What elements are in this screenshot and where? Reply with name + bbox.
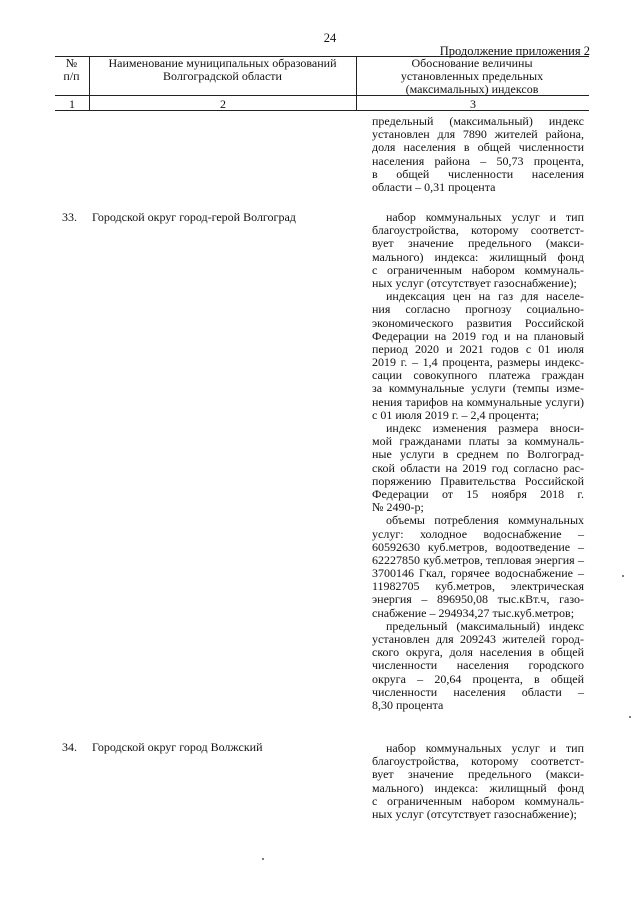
- basis-line: за коммунальные услуги (темпы изме-: [372, 381, 584, 396]
- basis-line: установлен для 209243 жителей город-: [372, 632, 584, 646]
- basis-line: 60592630 куб.метров, водоотведение –: [372, 539, 584, 554]
- basis-line: энергия – 896950,08 тыс.кВт.ч, газо-: [372, 592, 584, 607]
- basis-line: в общей численности населения: [372, 166, 584, 181]
- header-basis-line: Обоснование величины: [411, 56, 533, 70]
- basis-line: 3700146 Гкал, горячее водоснабжение –: [372, 566, 584, 581]
- header-name-line: Волгоградской области: [163, 69, 282, 83]
- basis-line: сации совокупного платежа граждан: [372, 368, 584, 383]
- basis-line: индекс изменения размера вноси-: [386, 421, 584, 435]
- basis-line: набор коммунальных услуг и тип: [386, 741, 584, 755]
- basis-line: с ограниченным набором коммуналь-: [372, 793, 584, 808]
- basis-line: ния согласно прогнозу социально-: [372, 302, 584, 317]
- header-number-column: [55, 57, 88, 83]
- row-name-volzhsky: Городской округ город Волжский: [92, 740, 263, 754]
- page-number: 24: [323, 31, 337, 45]
- basis-line: поряжению Правительства Российской: [372, 473, 584, 488]
- row-basis-continued: [372, 115, 584, 194]
- header-basis-column: [357, 57, 587, 96]
- continuation-caption: Продолжение приложения 2: [439, 44, 590, 58]
- basis-line: набор коммунальных услуг и тип: [386, 210, 584, 224]
- basis-line: предельный (максимальный) индекс: [372, 114, 584, 128]
- row-name-volgograd: Городской округ город-герой Волгоград: [92, 210, 296, 224]
- basis-line: округа – 20,64 процента, в общей: [372, 671, 584, 686]
- column-number-3: 3: [470, 97, 476, 111]
- header-name-line: Наименование муниципальных образований: [108, 56, 337, 70]
- basis-line: благоустройства, которому соответст-: [372, 754, 584, 769]
- basis-line: № 2490-р;: [372, 500, 424, 515]
- basis-line: период 2020 и 2021 годов с 01 июля: [372, 341, 584, 356]
- basis-line: с 01 июля 2019 г. – 2,4 процента;: [372, 407, 540, 422]
- basis-line: ных услуг (отсутствует газоснабжение);: [372, 806, 577, 821]
- scan-speck: [622, 575, 624, 577]
- basis-line: 62227850 куб.метров, тепловая энергия –: [372, 552, 584, 567]
- basis-line: снабжение – 294934,27 тыс.куб.метров;: [372, 605, 575, 620]
- column-number-1: 1: [69, 97, 75, 111]
- basis-line: ского округа, доля населения в общей: [372, 645, 584, 660]
- basis-line: экономического развития Российской: [372, 315, 584, 330]
- basis-line: вует значение предельного (макси-: [372, 236, 584, 251]
- basis-line: численности населения городского: [372, 658, 584, 673]
- basis-line: мального) индекса: жилищный фонд: [372, 249, 584, 264]
- basis-line: услуг: холодное водоснабжение –: [372, 526, 584, 541]
- header-number-line: п/п: [63, 69, 80, 83]
- basis-line: населения района – 50,73 процента,: [372, 153, 584, 168]
- basis-line: объемы потребления коммунальных: [386, 513, 584, 528]
- row-number-34: 34.: [62, 740, 77, 754]
- basis-line: предельный (максимальный) индекс: [386, 618, 584, 633]
- column-number-2: 2: [220, 97, 226, 111]
- scan-speck: [262, 858, 264, 860]
- basis-line: Федерации от 15 ноября 2018 г.: [372, 486, 584, 501]
- basis-line: нения тарифов на коммунальные услуги): [372, 394, 584, 409]
- basis-line: ные услуги в среднем по Волгоград-: [372, 447, 584, 462]
- basis-line: благоустройства, которому соответст-: [372, 223, 584, 238]
- basis-line: доля населения в общей численности: [372, 140, 584, 155]
- basis-line: Федерации на 2019 год и на плановый: [372, 328, 584, 343]
- basis-line: с ограниченным набором коммуналь-: [372, 262, 584, 277]
- basis-line: вует значение предельного (макси-: [372, 767, 584, 782]
- basis-line: численности населения области –: [372, 684, 584, 699]
- basis-line: установлен для 7890 жителей района,: [372, 127, 584, 142]
- basis-line: 11982705 куб.метров, электрическая: [372, 579, 584, 594]
- header-name-column: [90, 57, 355, 83]
- basis-line: индексация цен на газ для населе-: [386, 289, 584, 304]
- header-basis-line: установленных предельных: [400, 69, 544, 83]
- basis-line: мой гражданами платы за коммуналь-: [372, 434, 584, 449]
- row-basis-volzhsky: [372, 742, 584, 821]
- basis-line: области – 0,31 процента: [372, 179, 496, 194]
- basis-line: ных услуг (отсутствует газоснабжение);: [372, 275, 577, 290]
- header-basis-line: (максимальных) индексов: [405, 82, 539, 96]
- row-basis-volgograd: [372, 211, 584, 712]
- scan-speck: [629, 716, 631, 718]
- row-number-33: 33.: [62, 210, 77, 224]
- basis-line: 8,30 процента: [372, 697, 444, 712]
- basis-line: мального) индекса: жилищный фонд: [372, 780, 584, 795]
- basis-line: 2019 г. – 1,4 процента, размеры индекс-: [372, 355, 584, 370]
- basis-line: ской области на 2019 год согласно рас-: [372, 460, 584, 475]
- header-number-line: №: [65, 56, 78, 70]
